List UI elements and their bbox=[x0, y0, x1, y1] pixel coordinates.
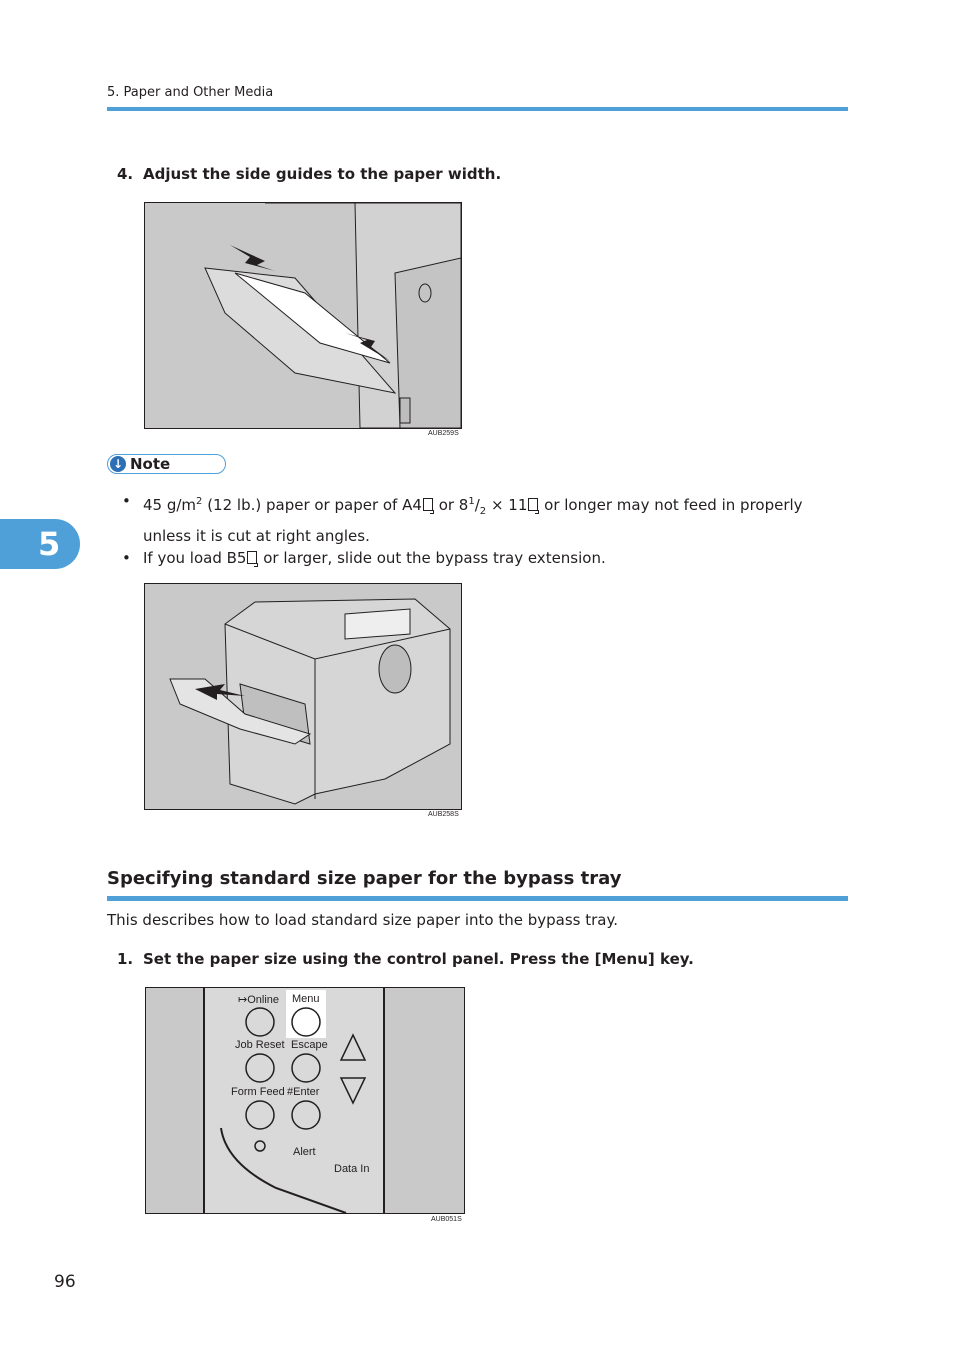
text-fragment: / bbox=[474, 496, 480, 514]
text-fragment: or longer may not feed in properly unless it is cut at right angles. bbox=[143, 496, 803, 545]
enter-key-label: #Enter bbox=[287, 1086, 320, 1098]
online-key-label: ↦Online bbox=[238, 994, 280, 1006]
text-fragment: × 11 bbox=[486, 496, 528, 514]
page-number: 96 bbox=[54, 1272, 76, 1292]
superscript: 2 bbox=[196, 496, 203, 507]
superscript: 1 bbox=[468, 496, 475, 507]
step-number: 4. bbox=[117, 165, 134, 183]
key-label-text: Online bbox=[247, 994, 280, 1006]
figure-code: AUB259S bbox=[428, 430, 459, 437]
bullet-text bbox=[143, 489, 848, 549]
step-number: 1. bbox=[117, 950, 134, 968]
portrait-orientation-icon bbox=[423, 498, 433, 511]
subscript: 2 bbox=[479, 506, 487, 517]
figure-code: AUB258S bbox=[428, 811, 459, 818]
alert-indicator-label: Alert bbox=[293, 1146, 316, 1158]
note-label-box bbox=[107, 454, 226, 474]
job-reset-key-label: Job Reset bbox=[235, 1039, 285, 1051]
figure-code: AUB051S bbox=[431, 1216, 462, 1223]
printer-bypass-extension-illustration bbox=[145, 584, 461, 809]
text-fragment: or 8 bbox=[433, 496, 469, 514]
chapter-tab bbox=[0, 519, 80, 569]
bullet-mark: • bbox=[122, 549, 131, 567]
data-in-indicator-label: Data In bbox=[334, 1163, 370, 1175]
figure-bypass-extension bbox=[144, 583, 462, 810]
text-fragment: 45 g/m bbox=[143, 496, 197, 514]
control-panel-background bbox=[146, 988, 464, 1213]
portrait-orientation-icon bbox=[247, 551, 257, 564]
running-header: 5. Paper and Other Media bbox=[107, 85, 274, 100]
arrow-down-icon: ↓ bbox=[110, 456, 126, 472]
bullet-text bbox=[143, 546, 848, 571]
step-text: Set the paper size using the control panel. Press the [Menu] key. bbox=[143, 950, 694, 968]
header-rule bbox=[107, 107, 848, 111]
form-feed-key-label: Form Feed bbox=[231, 1086, 285, 1098]
step-1 bbox=[117, 950, 694, 968]
section-title: Specifying standard size paper for the bypass tray bbox=[107, 868, 622, 889]
key-label-text: Enter bbox=[293, 1086, 320, 1098]
section-rule bbox=[107, 896, 848, 901]
note-bullet-2 bbox=[122, 546, 848, 571]
portrait-orientation-icon bbox=[528, 498, 538, 511]
section-intro: This describes how to load standard size paper into the bypass tray. bbox=[107, 911, 618, 929]
figure-control-panel bbox=[145, 987, 465, 1214]
step-4 bbox=[117, 165, 501, 183]
printer-side-guides-illustration bbox=[145, 203, 461, 428]
text-fragment: or larger, slide out the bypass tray extension. bbox=[258, 549, 606, 567]
figure-side-guides bbox=[144, 202, 462, 429]
menu-key-label[interactable]: Menu bbox=[292, 993, 320, 1005]
escape-key-label: Escape bbox=[291, 1039, 328, 1051]
step-text: Adjust the side guides to the paper width. bbox=[143, 165, 502, 183]
text-fragment: If you load B5 bbox=[143, 549, 247, 567]
note-bullet-1 bbox=[122, 489, 848, 549]
note-label: Note bbox=[130, 455, 171, 473]
chapter-number: 5 bbox=[38, 525, 61, 563]
text-fragment: (12 lb.) paper or paper of A4 bbox=[202, 496, 422, 514]
bullet-mark: • bbox=[122, 492, 131, 510]
